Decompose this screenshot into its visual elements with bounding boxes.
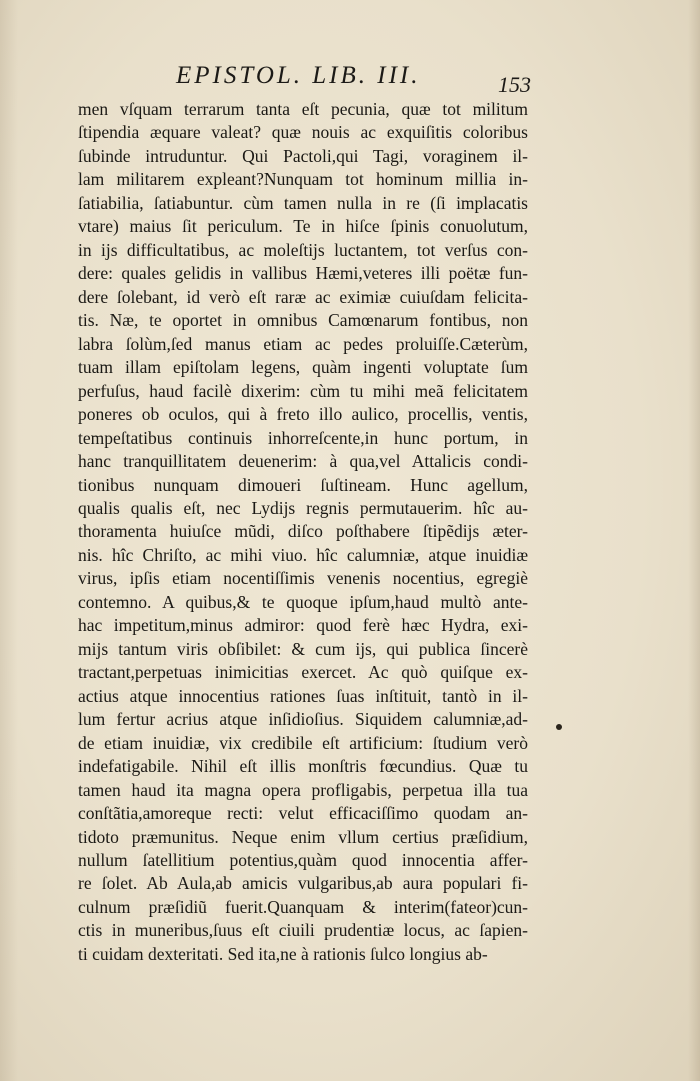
text-line: virus, ipſis etiam nocentiſſimis venenis nocentius, egregiè [78,568,528,589]
text-line: ſatiabilia, ſatiabuntur. cùm tamen nulla in re (ſi implacatis [78,192,528,213]
text-line: tis. Næ, te oportet in omnibus Camœnarum fontibus, non [78,310,528,331]
text-line: nullum ſatellitium potentius,quàm quod innocentia affer- [78,850,528,870]
text-line: ſtipendia æquare valeat? quæ nouis ac exquiſitis coloribus [78,122,528,143]
text-line: nis. hîc Chriſto, ac mihi viuo. hîc calumniæ, atque inuidiæ [78,544,528,565]
text-line: dere: quales gelidis in vallibus Hæmi,veteres illi poëtæ fun- [78,263,528,284]
margin-ink-spot [556,724,562,730]
text-line: conſtãtia,amoreque recti: velut efficaciſſimo quodam an- [78,803,528,824]
text-line: lum fertur acrius atque inſidioſius. Siquidem calumniæ,ad- [78,709,528,730]
text-line: contemno. A quibus,& te quoque ipſum,haud multò ante- [78,591,528,612]
text-line: perfuſus, haud facilè dixerim: cùm tu mihi meã felicitatem [78,380,528,401]
running-title: EPISTOL. LIB. III. [176,62,421,89]
text-line: actius atque innocentius rationes ſuas inſtituit, tantò in il- [78,685,528,706]
text-line: thoramenta huiuſce mũdi, diſco poſthabere ſtipẽdijs æter- [78,521,528,542]
text-line: tractant,perpetuas inimicitias exercet. Ac quò quiſque ex- [78,662,528,683]
text-line: poneres ob oculos, qui à freto illo aulico, procellis, ventis, [78,404,528,425]
text-line: qualis qualis eſt, nec Lydijs regnis permutauerim. hîc au- [78,497,528,518]
gutter-shadow [0,0,18,1081]
text-line: tuam illam epiſtolam legens, quàm ingenti voluptate ſum [78,357,528,378]
text-line: hanc tranquillitatem deuenerim: à qua,vel Attalicis condi- [78,451,528,472]
text-line: ctis in muneribus,ſuus eſt ciuili prudentiæ locus, ac ſapien- [78,920,528,941]
text-line: ſubinde intruduntur. Qui Pactoli,qui Tagi, voraginem il- [78,145,528,166]
text-line: culnum præſidiũ fuerit.Quanquam & interim(fateor)cun- [78,896,528,917]
text-line: tempeſtatibus continuis inhorreſcente,in hunc portum, in [78,427,528,448]
text-line: re ſolet. Ab Aula,ab amicis vulgaribus,ab aura populari fi- [78,873,528,894]
page-edge [688,0,700,1081]
text-line: labra ſolùm,ſed manus etiam ac pedes proluiſſe.Cæterùm, [78,333,528,354]
text-line: dere ſolebant, id verò eſt raræ ac eximiæ cuiuſdam felicita- [78,286,528,307]
text-line: de etiam inuidiæ, vix credibile eſt artificium: ſtudium verò [78,732,528,753]
text-line: hac impetitum,minus admiror: quod ferè hæc Hydra, exi- [78,615,528,636]
page-number: 153 [498,72,531,97]
text-line: in ijs difficultatibus, ac moleſtijs luctantem, tot verſus con- [78,239,528,260]
text-line: lam militarem expleant?Nunquam tot hominum millia in- [78,169,528,190]
text-line: ti cuidam dexteritati. Sed ita,ne à rationis ſulco longius ab- [78,943,488,964]
text-line: tionibus nunquam dimoueri ſuſtineam. Hunc agellum, [78,474,528,495]
body-text [78,98,528,966]
text-line: men vſquam terrarum tanta eſt pecunia, quæ tot militum [78,99,528,119]
text-line: tamen haud ita magna opera profligabis, perpetua illa tua [78,779,528,800]
text-line: mijs tantum viris obſibilet: & cum ijs, qui publica ſincerè [78,638,528,659]
text-line: vtare) maius ſit periculum. Te in hiſce ſpinis conuolutum, [78,216,528,237]
text-line: tidoto præmunitus. Neque enim vllum certius præſidium, [78,826,528,847]
running-head [0,62,700,98]
text-line: indefatigabile. Nihil eſt illis monſtris fœcundius. Quæ tu [78,756,528,777]
